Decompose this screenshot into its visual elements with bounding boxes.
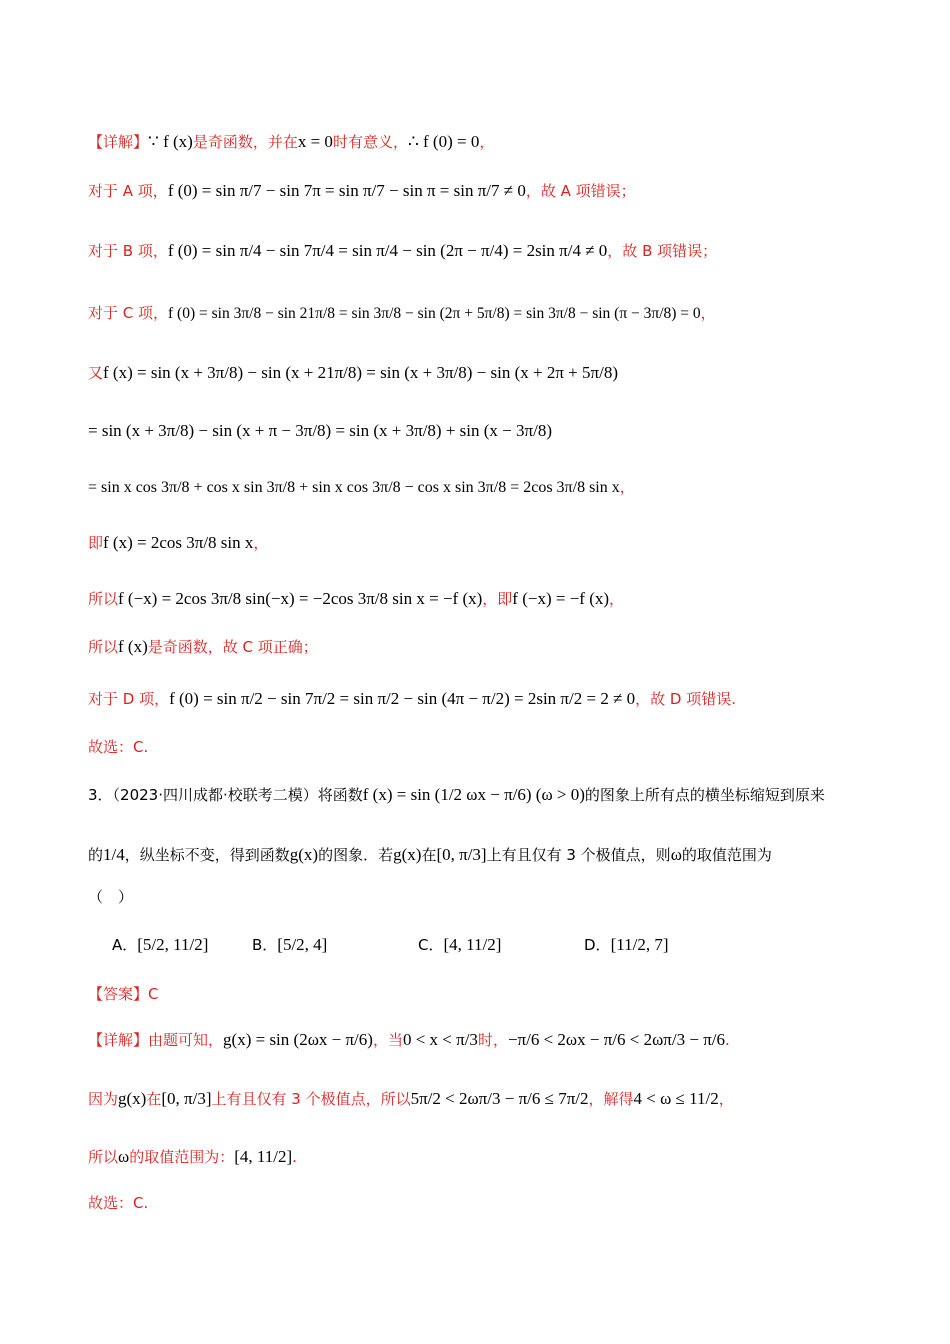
math-expr: f (0) = sin π/7 − sin 7π = sin π/7 − sin π = sin π/7 ≠ 0 (167, 181, 526, 200)
answer-blank: （ ） (88, 888, 134, 906)
math-expr: x = 0 (297, 132, 333, 151)
math-expr: f (0) = sin π/4 − sin 7π/4 = sin π/4 − sin (2π − π/4) = 2sin π/4 ≠ 0 (167, 241, 608, 260)
text-span: ， (718, 1090, 734, 1108)
math-expr: g(x) (118, 1089, 147, 1108)
math-expr: 0 < x < π/3 (402, 1030, 478, 1049)
text-span: 是奇函数，故 C 项正确； (147, 638, 318, 656)
math-expr: [4, 11/2] (443, 935, 502, 954)
math-expr: [5/2, 11/2] (137, 935, 209, 954)
conclusion-line-2: 故选：C. (88, 1194, 149, 1212)
text-span: ，解得 (588, 1090, 634, 1108)
option-c[interactable] (418, 934, 501, 955)
text-span: ，当 (372, 1031, 403, 1049)
text-span: . (292, 1148, 297, 1166)
text-span: 的取值范围为： (129, 1148, 235, 1166)
detail-label: 【详解】 (88, 1031, 149, 1049)
math-expr: [0, π/3] (161, 1089, 212, 1108)
text-span: 对于 C 项， (88, 304, 169, 322)
math-expr: g(x) (393, 845, 422, 864)
math-expr: f (x) = 2cos 3π/8 sin x (103, 533, 254, 552)
text-span: ，即 (482, 590, 513, 608)
text-span: 的图象上所有点的横坐标缩短到原来 (584, 786, 825, 804)
math-expr: f (x) (118, 637, 148, 656)
text-span: 的图象．若 (318, 846, 394, 864)
text-span: ， (619, 478, 635, 496)
question-source: （2023·四川成都·校联考二模）将函数 (112, 786, 363, 804)
option-b[interactable] (252, 934, 327, 955)
math-expr: [11/2, 7] (610, 935, 669, 954)
option-label: C． (418, 936, 444, 954)
detail-line-3 (88, 1146, 297, 1168)
text-span: ，故 D 项错误. (635, 690, 737, 708)
math-expr: 5π/2 < 2ωπ/3 − π/6 ≤ 7π/2 (410, 1089, 589, 1108)
option-label: B． (252, 936, 278, 954)
text-span: 时有意义， (332, 133, 408, 151)
text-span: ， (479, 133, 495, 151)
text-span: 上有且仅有 3 个极值点，则 (486, 846, 671, 864)
math-expr: −π/6 < 2ωx − π/6 < 2ωπ/3 − π/6 (507, 1030, 725, 1049)
question-3-stem (88, 784, 825, 806)
math-expr: f (0) = sin π/2 − sin 7π/2 = sin π/2 − sin (4π − π/2) = 2sin π/2 = 2 ≠ 0 (169, 689, 636, 708)
text-span: ， (609, 590, 625, 608)
text-span: ，纵坐标不变，得到函数 (124, 846, 290, 864)
math-expr: = sin (x + 3π/8) − sin (x + π − 3π/8) = sin (x + 3π/8) + sin (x − 3π/8) (88, 421, 552, 440)
text-span: 时， (477, 1031, 508, 1049)
answer-line: 【答案】C (88, 985, 159, 1003)
solution-line-11 (88, 688, 736, 710)
text-span: 在 (146, 1090, 162, 1108)
solution-line-10 (88, 636, 318, 658)
math-expr: [0, π/3] (436, 845, 487, 864)
math-expr: f (x) = sin (1/2 ωx − π/6) (ω > 0) (362, 785, 585, 804)
math-expr: = sin x cos 3π/8 + cos x sin 3π/8 + sin x cos 3π/8 − cos x sin 3π/8 = 2cos 3π/8 sin x (88, 479, 620, 496)
math-expr: f (−x) = 2cos 3π/8 sin(−x) = −2cos 3π/8 sin x = −f (x) (118, 589, 483, 608)
math-expr: 4 < ω ≤ 11/2 (633, 1089, 719, 1108)
option-a[interactable] (112, 934, 208, 955)
solution-line-1 (88, 131, 494, 153)
text-span: 对于 B 项， (88, 242, 168, 260)
solution-line-8 (88, 532, 268, 554)
solution-line-5 (88, 362, 618, 384)
text-span: 在 (421, 846, 437, 864)
option-label: D． (584, 936, 611, 954)
detail-line-2 (88, 1088, 734, 1110)
math-expr: ω (670, 845, 682, 864)
math-expr: [5/2, 4] (277, 935, 328, 954)
text-span: ， (253, 534, 269, 552)
math-expr: f (0) = sin 3π/8 − sin 21π/8 = sin 3π/8 − sin (2π + 5π/8) = sin 3π/8 − sin (π − 3π/8) = 0 (168, 305, 701, 322)
solution-line-3 (88, 240, 717, 262)
conclusion-line: 故选：C. (88, 738, 149, 756)
math-expr: g(x) (289, 845, 319, 864)
text-span: ，故 A 项错误； (525, 182, 636, 200)
text-span: 的 (88, 846, 104, 864)
question-3-stem-2 (88, 844, 772, 866)
math-expr: [4, 11/2] (234, 1147, 293, 1166)
solution-line-7 (88, 476, 635, 499)
text-span: 对于 A 项， (88, 182, 168, 200)
text-span: 的取值范围为 (681, 846, 772, 864)
option-label: A． (112, 936, 138, 954)
text-span: 上有且仅有 3 个极值点，所以 (211, 1090, 411, 1108)
detail-line-1 (88, 1029, 730, 1051)
text-span: 所以 (88, 1148, 119, 1166)
math-expr: g(x) = sin (2ωx − π/6) (223, 1030, 373, 1049)
math-expr: 1/4 (103, 845, 125, 864)
text-span: ，故 B 项错误； (607, 242, 718, 260)
solution-line-4 (88, 302, 716, 325)
math-expr: f (−x) = −f (x) (512, 589, 610, 608)
text-span: ， (700, 304, 716, 322)
solution-line-2 (88, 180, 636, 202)
text-span: 是奇函数，并在 (192, 133, 298, 151)
text-span: . (725, 1031, 730, 1049)
solution-line-6 (88, 420, 552, 442)
math-expr: ω (118, 1147, 130, 1166)
question-number: 3． (88, 786, 113, 804)
math-expr: ∴ f (0) = 0 (407, 132, 480, 151)
text-span: 因为 (88, 1090, 119, 1108)
text-span: 对于 D 项， (88, 690, 170, 708)
option-d[interactable] (584, 934, 668, 955)
detail-label: 【详解】 (88, 133, 149, 151)
text-span: 所以 (88, 638, 119, 656)
text-span: 由题可知， (148, 1031, 224, 1049)
text-span: 又 (88, 364, 104, 382)
math-expr: f (x) = sin (x + 3π/8) − sin (x + 21π/8) = sin (x + 3π/8) − sin (x + 2π + 5π/8) (103, 363, 618, 382)
text-span: 即 (88, 534, 104, 552)
solution-line-9 (88, 588, 624, 610)
math-expr: ∵ f (x) (148, 132, 193, 151)
text-span: 所以 (88, 590, 119, 608)
